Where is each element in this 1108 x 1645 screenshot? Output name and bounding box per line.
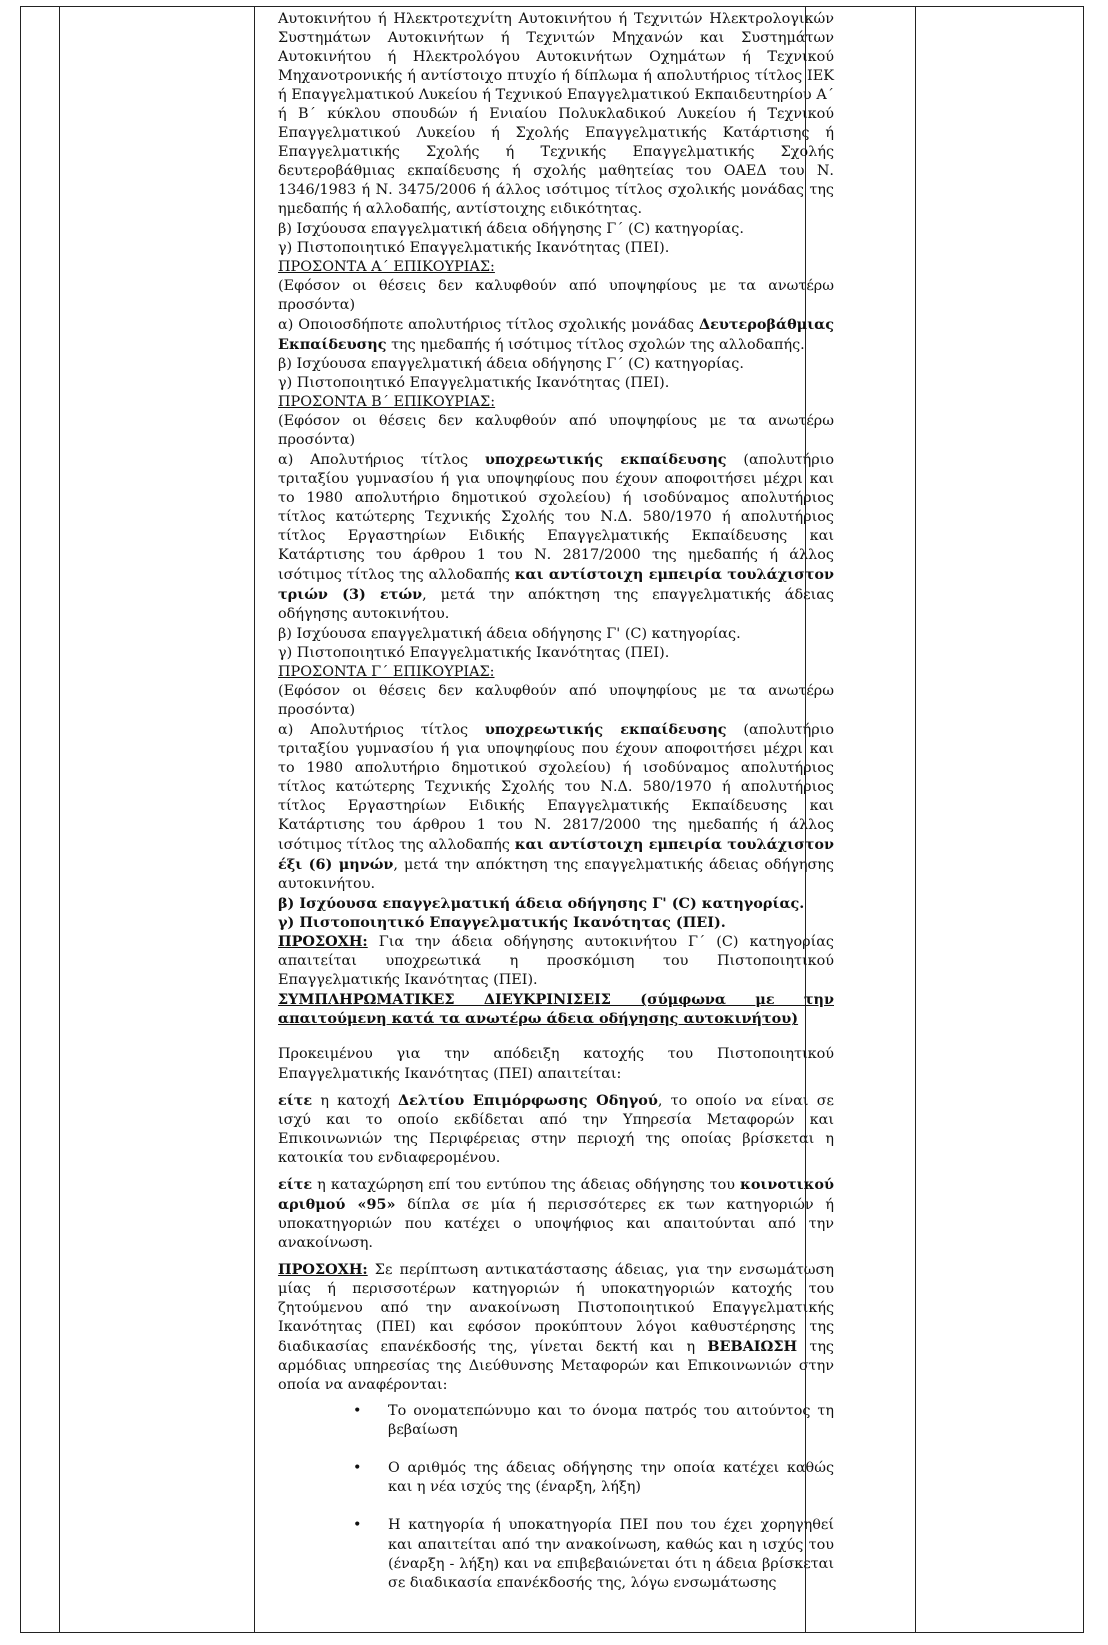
- attention-note-1: [278, 932, 834, 990]
- section-b-heading: ΠΡΟΣΟΝΤΑ Β΄ ΕΠΙΚΟΥΡΙΑΣ:: [278, 393, 496, 410]
- intro-pei: γ) Πιστοποιητικό Επαγγελματικής Ικανότητας (ΠΕΙ).: [278, 239, 670, 256]
- section-a-heading: ΠΡΟΣΟΝΤΑ Α΄ ΕΠΙΚΟΥΡΙΑΣ:: [278, 258, 495, 275]
- bullet-icon: •: [353, 1403, 362, 1420]
- column-divider-1: [59, 7, 60, 1632]
- section-c-item-a-text: α) Απολυτήριος τίτλος: [278, 721, 485, 738]
- section-b-item-a-bold1: υποχρεωτικής εκπαίδευσης: [484, 451, 727, 469]
- section-c-item-a-bold1: υποχρεωτικής εκπαίδευσης: [484, 720, 727, 738]
- section-c-item-b: β) Ισχύουσα επαγγελματική άδεια οδήγησης Γ' (C) κατηγορίας.: [278, 895, 805, 913]
- list-item: [278, 1459, 834, 1497]
- attention-note-2: [278, 1260, 834, 1395]
- list-item-text: Ο αριθμός της άδειας οδήγησης την οποία κατέχει καθώς και η νέα ισχύς της (έναρξη, λήξη): [388, 1460, 834, 1496]
- either-bold-2: κοινοτικού αριθμού «95»: [278, 1175, 834, 1213]
- attention-bold-2: ΒΕΒΑΙΩΣΗ: [707, 1338, 798, 1356]
- either-post-2: δίπλα σε μία ή περισσότερες εκ των κατηγοριών ή υποκατηγοριών που κατέχει ο υποψήφιος και απαιτούνται από την ανακοίνωση.: [278, 1196, 834, 1251]
- section-c-item-a-tail: , μετά την απόκτηση της επαγγελματικής άδειας οδήγησης αυτοκινήτου.: [278, 857, 834, 893]
- section-a-item-b: β) Ισχύουσα επαγγελματική άδεια οδήγησης Γ΄ (C) κατηγορίας.: [278, 355, 744, 372]
- section-b-condition: (Εφόσον οι θέσεις δεν καλυφθούν από υποψηφίους με τα ανωτέρω προσόντα): [278, 412, 834, 449]
- bullet-icon: •: [353, 1460, 362, 1477]
- certificate-requirements-list: [278, 1402, 834, 1592]
- either-word-1: είτε: [278, 1091, 313, 1109]
- section-a-item-c: γ) Πιστοποιητικό Επαγγελματικής Ικανότητας (ΠΕΙ).: [278, 374, 670, 391]
- either-bold-1: Δελτίου Επιμόρφωσης Οδηγού: [398, 1091, 658, 1109]
- section-c-item-a-mid: (απολυτήριο τριταξίου γυμνασίου ή για υποψηφίους που έχουν αποφοιτήσει μέχρι και το 1980 απολυτήριο δημοτικού σχολείου) ή ισοδύναμος απολυτήριος τίτλος κατώτερης Τεχνικής Σχολής του Ν.Δ. 580/1970 ή απολυτήριος τίτλος Εργαστηρίων Ειδικής Επαγγελματικής Εκπαίδευσης και Κατάρτισης του άρθρου 1 του Ν. 2817/2000 της ημεδαπής ή άλλος ισότιμος τίτλος της αλλοδαπής: [278, 721, 834, 854]
- attention-text-2: Σε περίπτωση αντικατάστασης άδειας, για την ενσωμάτωση μίας ή περισσοτέρων κατηγοριών ή υποκατηγοριών κατοχής του ζητούμενου από την ανακοίνωση Πιστοποιητικού Επαγγελματικής Ικανότητας (ΠΕΙ) και εφόσον προκύπτουν λόγοι καθυστέρησης της διαδικασίας επανέκδοσής της, γίνεται δεκτή και η: [278, 1261, 834, 1356]
- section-b-item-a-text: α) Απολυτήριος τίτλος: [278, 452, 485, 469]
- either-post-1: , το οποίο να είναι σε ισχύ και το οποίο εκδίδεται από την Υπηρεσία Μεταφορών και Επικοινωνιών της Περιφέρειας στην περιοχή της οποίας βρίσκεται η κατοικία του ενδιαφερομένου.: [278, 1092, 834, 1166]
- section-a-item-a-text: α) Οποιοσδήποτε απολυτήριος τίτλος σχολικής μονάδας: [278, 316, 699, 333]
- either-option-1: [278, 1091, 834, 1168]
- attention-label-2: ΠΡΟΣΟΧΗ:: [278, 1260, 368, 1278]
- section-a-item-a: [278, 315, 834, 355]
- qualifications-cell: [278, 10, 834, 1593]
- intro-paragraph: Αυτοκινήτου ή Ηλεκτροτεχνίτη Αυτοκινήτου ή Τεχνιτών Ηλεκτρολογικών Συστημάτων Αυτοκινήτων ή Τεχνιτών Μηχανών και Συστημάτων Αυτοκινήτου ή Ηλεκτρολόγου Αυτοκινήτων Οχημάτων ή Τεχνικού Μηχανοτρονικής ή αντίστοιχο πτυχίο ή δίπλωμα ή απολυτήριος τίτλος ΙΕΚ ή Επαγγελματικού Λυκείου ή Τεχνικού Επαγγελματικού Εκπαιδευτηρίου Α΄ ή Β΄ κύκλου σπουδών ή Ενιαίου Πολυκλαδικού Λυκείου ή Τεχνικού Επαγγελματικού Λυκείου ή Σχολής Επαγγελματικής Κατάρτισης ή Επαγγελματικής Σχολής ή Τεχνικής Επαγγελματικής Σχολής δευτεροβάθμιας εκπαίδευσης ή σχολής μαθητείας του ΟΑΕΔ του Ν. 1346/1983 ή Ν. 3475/2006 ή άλλος ισότιμος τίτλος σχολικής μονάδας της ημεδαπής ή αλλοδαπής, αντίστοιχης ειδικότητας.: [278, 11, 834, 218]
- section-a-condition: (Εφόσον οι θέσεις δεν καλυφθούν από υποψηφίους με τα ανωτέρω προσόντα): [278, 277, 834, 313]
- section-b-item-c: γ) Πιστοποιητικό Επαγγελματικής Ικανότητας (ΠΕΙ).: [278, 644, 670, 661]
- attention-label-1: ΠΡΟΣΟΧΗ:: [278, 933, 368, 951]
- bullet-icon: •: [353, 1517, 362, 1534]
- list-item-text: Το ονοματεπώνυμο και το όνομα πατρός του αιτούντος τη βεβαίωση: [388, 1403, 834, 1439]
- section-b-item-a: [278, 450, 834, 624]
- section-c-item-a: [278, 720, 834, 894]
- section-a-item-a-bold: Δευτεροβάθμιας Εκπαίδευσης: [278, 315, 834, 353]
- section-c-condition: (Εφόσον οι θέσεις δεν καλυφθούν από υποψηφίους με τα ανωτέρω προσόντα): [278, 682, 834, 718]
- section-a-item-a-tail: της ημεδαπής ή ισότιμος τίτλος σχολών της αλλοδαπής.: [386, 336, 805, 353]
- supplementary-intro: Προκειμένου για την απόδειξη κατοχής του Πιστοποιητικού Επαγγελματικής Ικανότητας (ΠΕΙ) απαιτείται:: [278, 1046, 834, 1082]
- column-divider-4: [915, 7, 916, 1632]
- section-b-item-a-mid: (απολυτήριο τριταξίου γυμνασίου ή για υποψηφίους που έχουν αποφοιτήσει μέχρι και το 1980 απολυτήριο δημοτικού σχολείου) ή ισοδύναμος απολυτήριος τίτλος κατώτερης Τεχνικής Σχολής του Ν.Δ. 580/1970 ή απολυτήριος τίτλος Εργαστηρίων Ειδικής Επαγγελματικής Εκπαίδευσης και Κατάρτισης του άρθρου 1 του Ν. 2817/2000 της ημεδαπής ή άλλος ισότιμος τίτλος της αλλοδαπής: [278, 452, 834, 584]
- either-pre-1: η κατοχή: [312, 1092, 398, 1109]
- supplementary-heading: ΣΥΜΠΛΗΡΩΜΑΤΙΚΕΣ ΔΙΕΥΚΡΙΝΙΣΕΙΣ (σύμφωνα με την απαιτούμενη κατά τα ανωτέρω άδεια οδήγησης αυτοκινήτου): [278, 991, 834, 1028]
- attention-text-1: Για την άδεια οδήγησης αυτοκινήτου Γ΄ (C) κατηγορίας απαιτείται υποχρεωτικά η προσκόμιση του Πιστοποιητικού Επαγγελματικής Ικανότητας (ΠΕΙ).: [278, 934, 834, 989]
- section-b-item-b: β) Ισχύουσα επαγγελματική άδεια οδήγησης Γ' (C) κατηγορίας.: [278, 625, 741, 642]
- either-option-2: [278, 1175, 834, 1253]
- intro-license: β) Ισχύουσα επαγγελματική άδεια οδήγησης Γ΄ (C) κατηγορίας.: [278, 220, 744, 237]
- attention-tail-2: της αρμόδιας υπηρεσίας της Διεύθυνσης Μεταφορών και Επικοινωνιών στην οποία να αναφέρονται:: [278, 1339, 834, 1394]
- list-item-text: Η κατηγορία ή υποκατηγορία ΠΕΙ που του έχει χορηγηθεί και απαιτείται από την ανακοίνωση, καθώς και η ισχύς του (έναρξη - λήξη) και να επιβεβαιώνεται ότι η άδεια βρίσκεται σε διαδικασία επανέκδοσής της, λόγω ενσωμάτωσης: [388, 1517, 834, 1591]
- section-b-item-a-bold2: και αντίστοιχη εμπειρία τουλάχιστον τριών (3) ετών: [278, 566, 834, 604]
- section-c-heading: ΠΡΟΣΟΝΤΑ Γ΄ ΕΠΙΚΟΥΡΙΑΣ:: [278, 663, 495, 680]
- list-item: [278, 1402, 834, 1440]
- list-item: [278, 1516, 834, 1592]
- section-c-item-a-bold2: και αντίστοιχη εμπειρία τουλάχιστον έξι (6) μηνών: [278, 836, 834, 874]
- column-divider-2: [254, 7, 255, 1632]
- either-word-2: είτε: [278, 1175, 313, 1193]
- section-b-item-a-tail: , μετά την απόκτηση της επαγγελματικής άδειας οδήγησης αυτοκινήτου.: [278, 587, 834, 623]
- either-pre-2: η καταχώρηση επί του εντύπου της άδειας οδήγησης του: [312, 1176, 741, 1193]
- section-c-item-c: γ) Πιστοποιητικό Επαγγελματικής Ικανότητας (ΠΕΙ).: [278, 914, 726, 932]
